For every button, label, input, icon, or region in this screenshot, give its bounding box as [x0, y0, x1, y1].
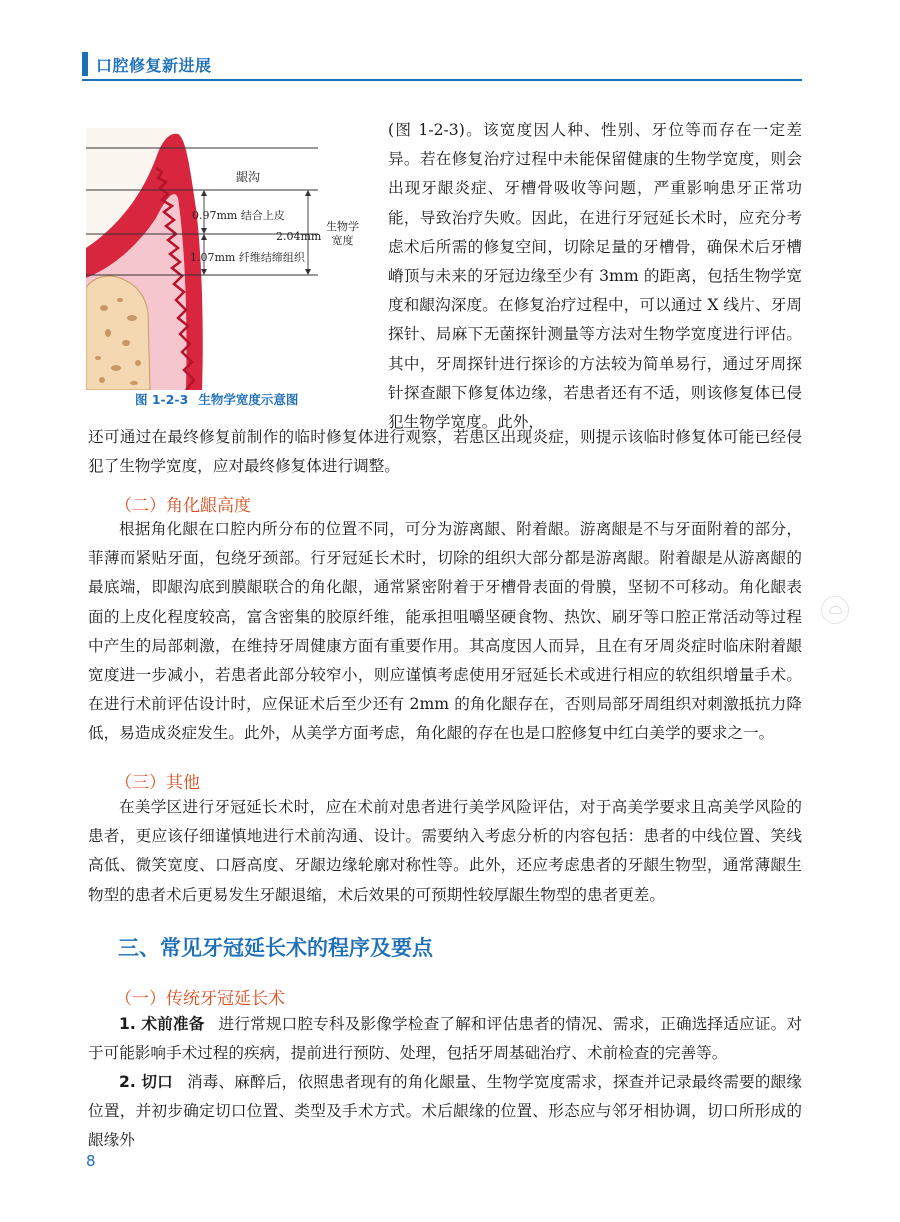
figure-caption — [135, 390, 298, 408]
paragraph-biologic-width-continued: 还可通过在最终修复前制作的临时修复体进行观察，若患区出现炎症，则提示该临时修复体可能已经侵犯了生物学宽度，应对最终修复体进行调整。 — [88, 428, 802, 476]
page-number: 8 — [86, 1152, 96, 1170]
text-incision: 消毒、麻醉后，依照患者现有的角化龈量、生物学宽度需求，探查并记录最终需要的龈缘位置，并初步确定切口位置、类型及手术方式。术后龈缘的位置、形态应与邻牙相协调，切口所形成的龈缘外 — [88, 1073, 802, 1150]
heading-keratinized-gingiva: （二）角化龈高度 — [115, 496, 251, 516]
side-bookmark-icon — [821, 596, 849, 624]
paragraph-preoperative — [88, 1010, 802, 1068]
caption-text: 生物学宽度示意图 — [198, 392, 299, 407]
label-biologic-width: 生物学 宽度 — [326, 220, 359, 247]
lead-preoperative: 1. 术前准备 — [119, 1015, 205, 1033]
caption-number: 图 1-2-3 — [135, 392, 189, 407]
label-sulcus: 龈沟 — [236, 170, 261, 184]
text-preoperative: 进行常规口腔专科及影像学检查了解和评估患者的情况、需求，正确选择适应证。对于可能影响手术过程的疾病，提前进行预防、处理，包括牙周基础治疗、术前检查的完善等。 — [88, 1015, 802, 1063]
biologic-width-figure — [86, 128, 372, 390]
section-heading: 三、常见牙冠延长术的程序及要点 — [118, 936, 433, 960]
alveolar-bone — [86, 276, 150, 390]
label-total-width: 2.04mm — [276, 230, 322, 243]
header-title: 口腔修复新进展 — [96, 56, 212, 75]
lead-incision: 2. 切口 — [119, 1073, 173, 1091]
running-header — [82, 50, 802, 80]
header-rule — [82, 79, 802, 81]
heading-traditional-crown-lengthening: （一）传统牙冠延长术 — [115, 989, 285, 1009]
paragraph-biologic-width: (图 1-2-3)。该宽度因人种、性别、牙位等而存在一定差异。若在修复治疗过程中未能保留健康的生物学宽度，则会出现牙龈炎症、牙槽骨吸收等问题，严重影响患牙正常功能，导致治疗失败。因此，在进行牙冠延长术时，应充分考虑术后所需的修复空间，切除足量的牙槽骨，确保术后牙槽嵴顶与未来的牙冠边缘至少有 3mm 的距离，包括生物学宽度和龈沟深度。在修复治疗过程中，可以通过 X 线片、牙周探针、局麻下无菌探针测量等方法对生物学宽度进行评估。其中，牙周探针进行探诊的方法较为简单易行，通过牙周探针探查龈下修复体边缘，若患者还有不适，则该修复体已侵犯生物学宽度。此外， — [388, 121, 802, 432]
paragraph-incision — [88, 1068, 802, 1156]
paragraph-other: 在美学区进行牙冠延长术时，应在术前对患者进行美学风险评估，对于高美学要求且高美学风险的患者，更应该仔细谨慎地进行术前沟通、设计。需要纳入考虑分析的内容包括：患者的中线位置、笑线高低、微笑宽度、口唇高度、牙龈边缘轮廓对称性等。此外，还应考虑患者的牙龈生物型，通常薄龈生物型的患者术后更易发生牙龈退缩，术后效果的可预期性较厚龈生物型的患者更差。 — [88, 798, 802, 904]
heading-other: （三）其他 — [115, 773, 200, 793]
paragraph-keratinized-gingiva: 根据角化龈在口腔内所分布的位置不同，可分为游离龈、附着龈。游离龈是不与牙面附着的部分，菲薄而紧贴牙面，包绕牙颈部。行牙冠延长术时，切除的组织大部分都是游离龈。附着龈是从游离龈的最底端，即龈沟底到膜龈联合的角化龈，通常紧密附着于牙槽骨表面的骨膜，坚韧不可移动。角化龈表面的上皮化程度较高，富含密集的胶原纤维，能承担咀嚼坚硬食物、热饮、刷牙等口腔正常活动等过程中产生的局部刺激，在维持牙周健康方面有重要作用。其高度因人而异，且在有牙周炎症时临床附着龈宽度进一步减小，若患者此部分较窄小，则应谨慎考虑使用牙冠延长术或进行相应的软组织增量手术。在进行术前评估设计时，应保证术后至少还有 2mm 的角化龈存在，否则局部牙周组织对刺激抵抗力降低，易造成炎症发生。此外，从美学方面考虑，角化龈的存在也是口腔修复中红白美学的要求之一。 — [88, 520, 802, 743]
label-connective-tissue: 1.07mm 纤维结缔组织 — [190, 251, 305, 264]
label-junctional-epithelium: 0.97mm 结合上皮 — [192, 209, 285, 222]
header-accent-bar — [82, 52, 88, 76]
